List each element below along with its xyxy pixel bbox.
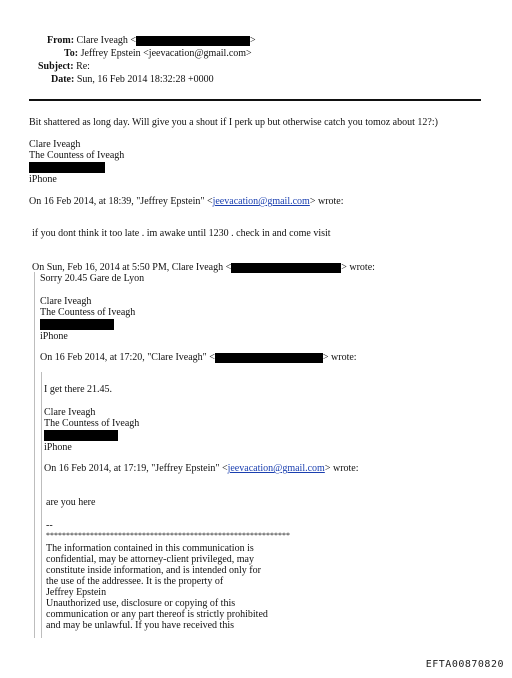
quote2-intro-text: On Sun, Feb 16, 2014 at 5:50 PM, Clare Iveagh < bbox=[32, 262, 232, 273]
quote-bar bbox=[34, 272, 35, 638]
disclaimer-line: constitute inside information, and is intended only for bbox=[46, 565, 261, 576]
to-value: Jeffrey Epstein <jeevacation@gmail.com> bbox=[80, 48, 252, 59]
quote2-intro-end: > wrote: bbox=[341, 262, 375, 273]
disclaimer-line: Jeffrey Epstein bbox=[46, 587, 107, 598]
subject-value: Re: bbox=[76, 61, 90, 72]
from-close: > bbox=[250, 35, 256, 46]
redaction-block bbox=[215, 353, 323, 363]
message-text: Bit shattered as long day. Will give you a shout if I perk up but otherwise catch you tomoz about 12?:) bbox=[29, 117, 438, 128]
subject-line bbox=[38, 61, 90, 72]
email-link[interactable]: jeevacation@gmail.com bbox=[212, 196, 310, 207]
quote3-sig-title: The Countess of Iveagh bbox=[44, 418, 140, 429]
to-line bbox=[64, 48, 252, 59]
disclaimer-line: confidential, may be attorney-client privileged, may bbox=[46, 554, 254, 565]
quote1-intro-end: > wrote: bbox=[309, 196, 344, 207]
signature-redaction bbox=[29, 162, 105, 173]
quote3-sig-device: iPhone bbox=[44, 442, 72, 453]
from-label: From: bbox=[47, 35, 75, 46]
quote3-text: I get there 21.45. bbox=[44, 384, 113, 395]
subject-label: Subject: bbox=[38, 61, 74, 72]
quote4-intro-end: > wrote: bbox=[324, 463, 359, 474]
quote3-intro bbox=[40, 352, 357, 363]
signature-separator: -- bbox=[46, 520, 53, 531]
date-line bbox=[51, 74, 214, 85]
disclaimer-line: the use of the addressee. It is the property of bbox=[46, 576, 224, 587]
star-separator: ************************************************************* bbox=[46, 531, 290, 540]
header-divider bbox=[29, 99, 481, 101]
quote3-sig-redaction bbox=[44, 430, 118, 441]
quote2-sig-title: The Countess of Iveagh bbox=[40, 307, 136, 318]
signature-device: iPhone bbox=[29, 174, 57, 185]
disclaimer-line: The information contained in this communication is bbox=[46, 543, 254, 554]
quote1-intro-text: On 16 Feb 2014, at 18:39, "Jeffrey Epstein" < bbox=[29, 196, 213, 207]
redaction-block bbox=[136, 36, 250, 46]
date-value: Sun, 16 Feb 2014 18:32:28 +0000 bbox=[76, 74, 214, 85]
quote4-text: are you here bbox=[46, 497, 96, 508]
quote3-intro-text: On 16 Feb 2014, at 17:20, "Clare Iveagh" < bbox=[40, 352, 215, 363]
disclaimer-line: communication or any part thereof is strictly prohibited bbox=[46, 609, 268, 620]
quote-bar bbox=[41, 372, 42, 638]
redaction-block bbox=[231, 263, 341, 273]
email-link[interactable]: jeevacation@gmail.com bbox=[227, 463, 325, 474]
quote1-text: if you dont think it too late . im awake until 1230 . check in and come visit bbox=[32, 228, 331, 239]
quote1-intro bbox=[29, 196, 344, 207]
signature-title: The Countess of Iveagh bbox=[29, 150, 125, 161]
quote2-sig-redaction bbox=[40, 319, 114, 330]
disclaimer-line: Unauthorized use, disclosure or copying of this bbox=[46, 598, 236, 609]
from-name: Clare Iveagh < bbox=[76, 35, 137, 46]
quote3-intro-end: > wrote: bbox=[322, 352, 357, 363]
date-label: Date: bbox=[51, 74, 75, 85]
quote2-sig-name: Clare Iveagh bbox=[40, 296, 92, 307]
quote3-sig-name: Clare Iveagh bbox=[44, 407, 96, 418]
quote4-intro-text: On 16 Feb 2014, at 17:19, "Jeffrey Epstein" < bbox=[44, 463, 228, 474]
quote2-intro bbox=[32, 262, 375, 273]
quote4-intro bbox=[44, 463, 359, 474]
quote2-text: Sorry 20.45 Gare de Lyon bbox=[40, 273, 145, 284]
from-line bbox=[47, 35, 256, 46]
signature-name: Clare Iveagh bbox=[29, 139, 81, 150]
to-label: To: bbox=[64, 48, 79, 59]
disclaimer-line: and may be unlawful. If you have received this bbox=[46, 620, 234, 631]
quote2-sig-device: iPhone bbox=[40, 331, 68, 342]
document-id: EFTA00870820 bbox=[425, 659, 504, 670]
